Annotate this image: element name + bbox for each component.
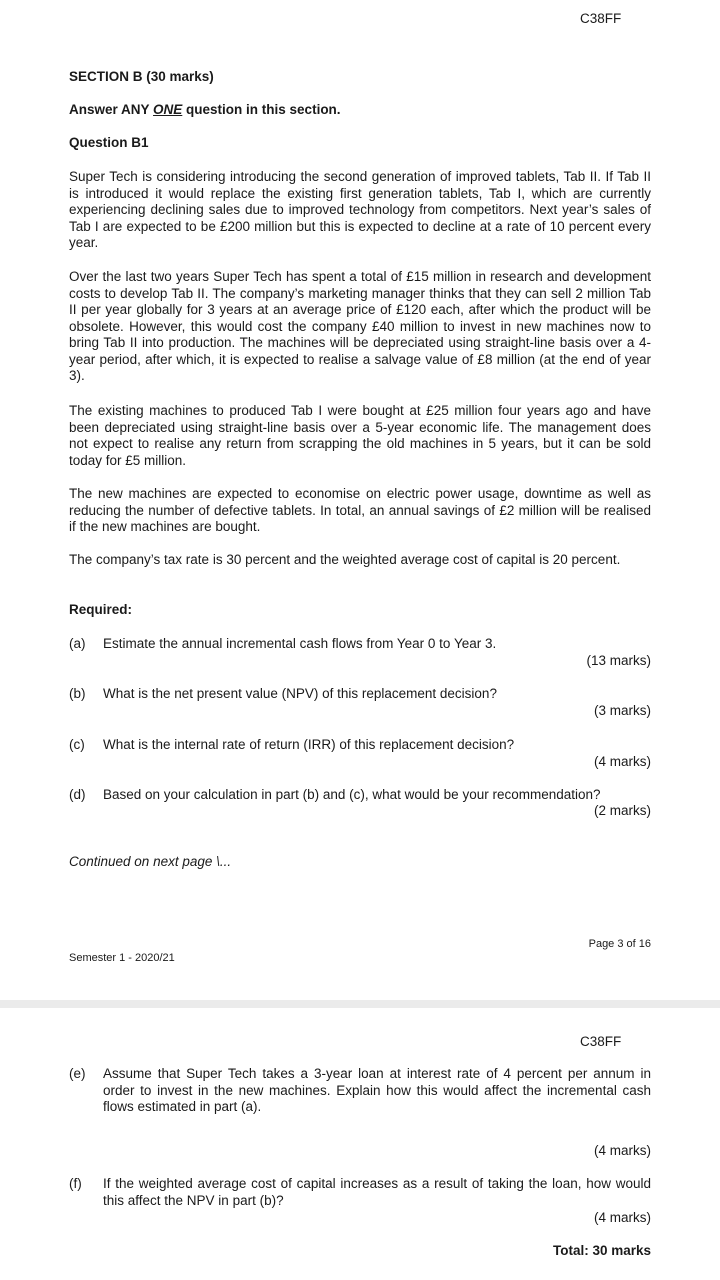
total-marks: Total: 30 marks: [552, 1243, 651, 1258]
module-code: C38FF: [580, 11, 622, 26]
question-text: What is the internal rate of return (IRR) of this replacement decision?: [103, 737, 515, 752]
paragraph-3: The existing machines to produced Tab I were bought at £25 million four years ago and have been depreciated using straight-line basis over a 5-year economic life. The management does not expect to realise any return from scrapping the old machines in 5 years, but it can be sold today for £5 million.: [69, 403, 651, 468]
paragraph-5: The company’s tax rate is 30 percent and the weighted average cost of capital is 20 percent.: [69, 552, 621, 567]
paragraph-4: The new machines are expected to economise on electric power usage, downtime as well as reducing the number of defective tablets. In total, an annual savings of £2 million will be realised if the new machines are bought.: [69, 486, 651, 534]
question-title: Question B1: [69, 135, 149, 150]
marks-c: (4 marks): [594, 754, 651, 769]
question-text: Estimate the annual incremental cash flows from Year 0 to Year 3.: [103, 636, 497, 651]
question-text: Based on your calculation in part (b) and (c), what would be your recommendation?: [103, 787, 601, 802]
question-label: (b): [69, 686, 86, 701]
module-code: C38FF: [580, 1034, 622, 1049]
marks-b: (3 marks): [594, 703, 651, 718]
instruction-pre: Answer ANY: [69, 102, 154, 117]
instruction-emphasis: ONE: [153, 102, 183, 117]
marks-a: (13 marks): [586, 653, 651, 668]
question-text: Assume that Super Tech takes a 3-year loan at interest rate of 4 percent per annum in order to invest in the new machines. Explain how this would affect the incremental cash flows estimated in part (a).: [103, 1066, 651, 1114]
question-label: (c): [69, 737, 85, 752]
marks-d: (2 marks): [594, 803, 651, 818]
question-label: (f): [69, 1176, 82, 1191]
semester-footer: Semester 1 - 2020/21: [69, 952, 175, 964]
paragraph-2: Over the last two years Super Tech has spent a total of £15 million in research and development costs to develop Tab II. The company’s marketing manager thinks that they can sell 2 million Tab II per year globally for 3 years at an average price of £120 each, after which the product will be obsolete. However, this would cost the company £40 million to invest in new machines now to bring Tab II into production. The machines will be depreciated using straight-line basis over a 4-year period, after which, it is expected to realise a salvage value of £8 million (at the end of year 3).: [69, 269, 651, 383]
question-text: If the weighted average cost of capital increases as a result of taking the loan, how would this affect the NPV in part (b)?: [103, 1176, 651, 1208]
question-label: (a): [69, 636, 86, 651]
question-text: What is the net present value (NPV) of this replacement decision?: [103, 686, 497, 701]
required-label: Required:: [69, 602, 133, 617]
question-label: (e): [69, 1066, 86, 1081]
page-number: Page 3 of 16: [588, 938, 651, 950]
page-4: [0, 1008, 720, 1280]
marks-e: (4 marks): [594, 1143, 651, 1158]
marks-f: (4 marks): [594, 1210, 651, 1225]
instruction: [69, 102, 341, 117]
paragraph-1: Super Tech is considering introducing the second generation of improved tablets, Tab II. If Tab II is introduced it would replace the existing first generation tablets, Tab I, which are currently experiencing declining sales due to improved technology from competitors. Next year’s sales of Tab I are expected to be £200 million but this is expected to decline at a rate of 10 percent every year.: [69, 169, 651, 250]
section-title: SECTION B (30 marks): [69, 69, 214, 84]
continued-note: Continued on next page \...: [69, 854, 232, 869]
question-label: (d): [69, 787, 86, 802]
instruction-post: question in this section.: [182, 102, 341, 117]
